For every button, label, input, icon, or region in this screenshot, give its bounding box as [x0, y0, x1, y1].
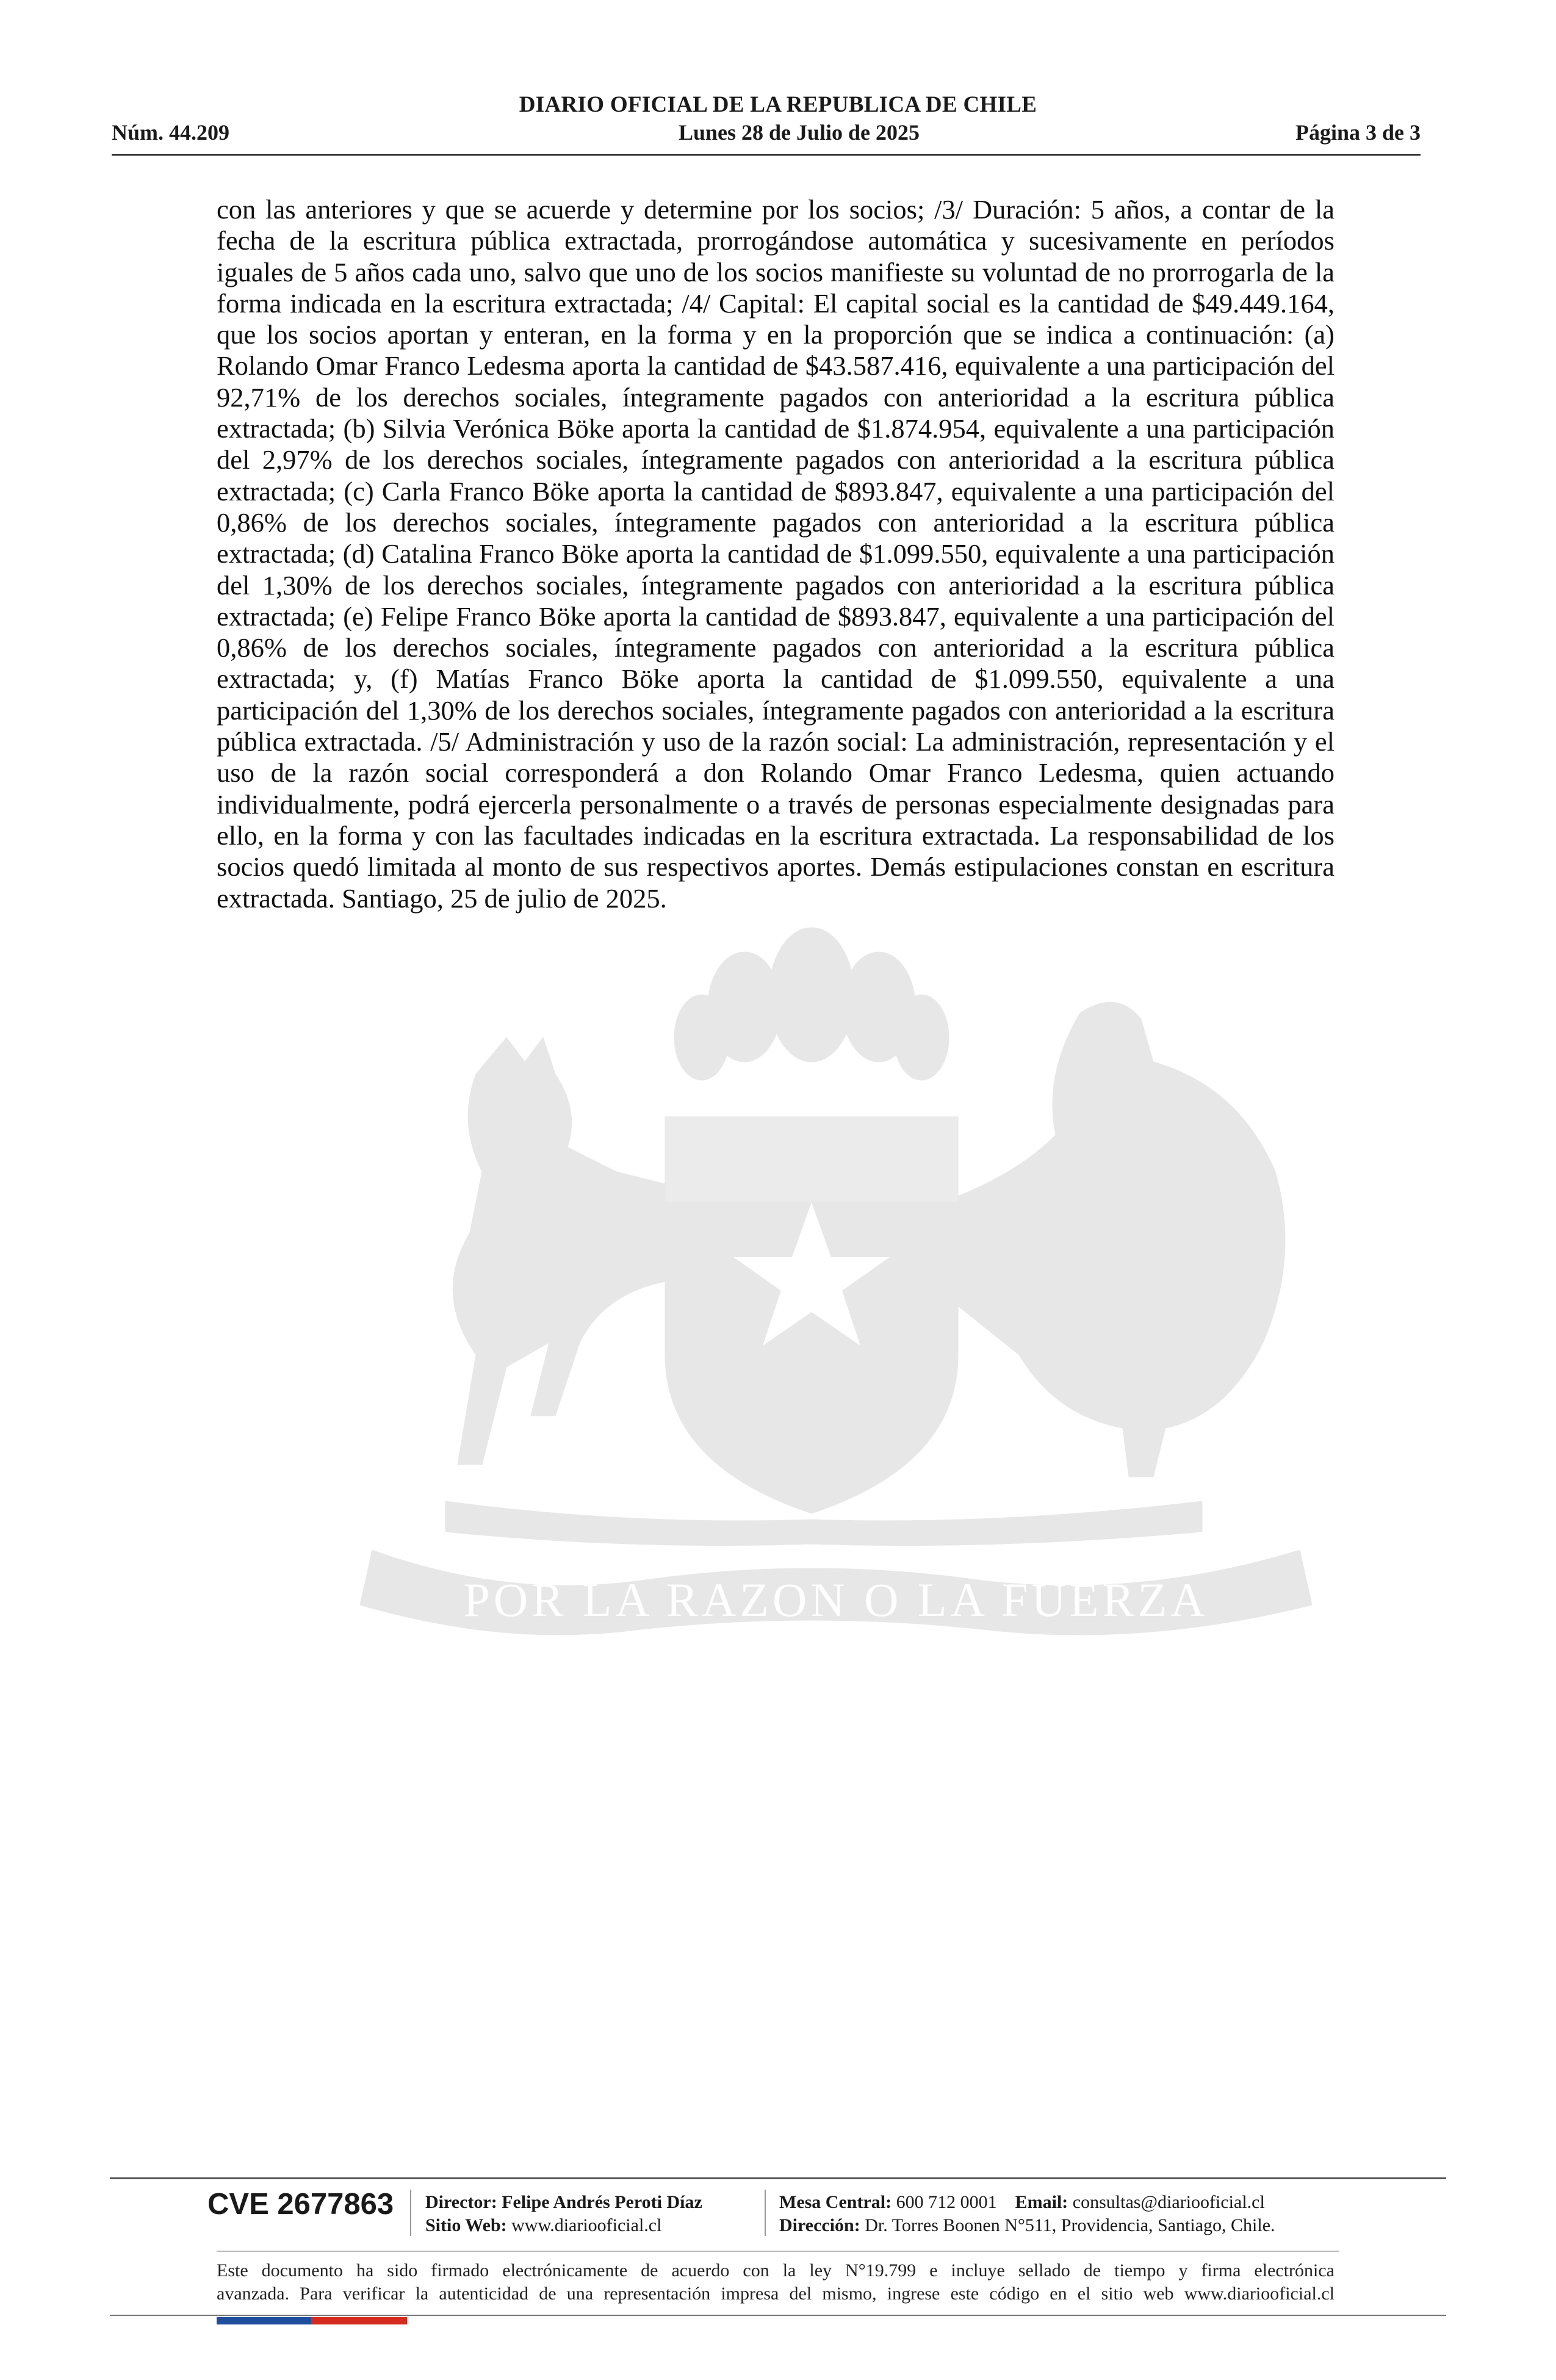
motto-text: POR LA RAZON O LA FUERZA [463, 1573, 1209, 1626]
condor-icon [958, 1002, 1285, 1477]
director-label: Director: [425, 2192, 497, 2212]
footer-divider-top [110, 2177, 1446, 2179]
footer-separator [410, 2190, 411, 2236]
address-label: Dirección: [779, 2215, 860, 2235]
header-meta-row [112, 120, 1421, 145]
issue-number: Núm. 44.209 [112, 120, 230, 145]
footer-divider-mid [217, 2251, 1339, 2252]
extract-body-text: con las anteriores y que se acuerde y determine por los socios; /3/ Duración: 5 años, a contar de la fecha de la escritura pública extractada, prorrogándose automática y sucesivamente en períodos iguales de 5 años cada uno, salvo que uno de los socios manifieste su voluntad de no prorrogarla de la forma indicada en la escritura extractada; /4/ Capital: El capital social es la cantidad de $49.449.164, que los socios aportan y enteran, en la forma y en la proporción que se indica a continuación: (a) Rolando Omar Franco Ledesma aporta la cantidad de $43.587.416, equivalente a una participación del 92,71% de los derechos sociales, íntegramente pagados con anterioridad a la escritura pública extractada; (b) Silvia Verónica Böke aporta la cantidad de $1.874.954, equivalente a una participación del 2,97% de los derechos sociales, íntegramente pagados con anterioridad a la escritura pública extractada; (c) Carla Franco Böke aporta la cantidad de $893.847, equivalente a una participación del 0,86% de los derechos sociales, íntegramente pagados con anterioridad a la escritura pública extractada; (d) Catalina Franco Böke aporta la cantidad de $1.099.550, equivalente a una participación del 1,30% de los derechos sociales, íntegramente pagados con anterioridad a la escritura pública extractada; (e) Felipe Franco Böke aporta la cantidad de $893.847, equivalente a una participación del 0,86% de los derechos sociales, íntegramente pagados con anterioridad a la escritura pública extractada; y, (f) Matías Franco Böke aporta la cantidad de $1.099.550, equivalente a una participación del 1,30% de los derechos sociales, íntegramente pagados con anterioridad a la escritura pública extractada. /5/ Administración y uso de la razón social: La administración, representación y el uso de la razón social corresponderá a don Rolando Omar Franco Ledesma, quien actuando individualmente, podrá ejercerla personalmente o a través de personas especialmente designadas para ello, en la forma y con las facultades indicadas en la escritura extractada. La responsabilidad de los socios quedó limitada al monto de sus respectivos aportes. Demás estipulaciones constan en escritura extractada. Santiago, 25 de julio de 2025. [217, 194, 1334, 914]
electronic-signature-notice [217, 2259, 1334, 2306]
director-name: Felipe Andrés Peroti Díaz [502, 2192, 702, 2212]
publication-title: DIARIO OFICIAL DE LA REPUBLICA DE CHILE [519, 92, 1037, 117]
legal-line-1: Este documento ha sido firmado electrónicamente de acuerdo con la ley N°19.799 e incluye sellado de tiempo y firma electrónica [217, 2260, 1334, 2281]
footer-divider-bottom [110, 2315, 1446, 2316]
website-label: Sitio Web: [425, 2215, 507, 2235]
footer-separator [765, 2190, 766, 2236]
header-divider [112, 154, 1421, 156]
address-text: Dr. Torres Boonen N°511, Providencia, Santiago, Chile. [865, 2215, 1275, 2235]
page-number: Página 3 de 3 [1295, 120, 1421, 145]
contact-info [779, 2191, 1275, 2237]
flag-bar-blue [217, 2317, 311, 2324]
director-info [425, 2191, 702, 2237]
cve-code: CVE 2677863 [207, 2188, 394, 2221]
issue-date: Lunes 28 de Julio de 2025 [678, 120, 920, 145]
website-link[interactable]: www.diariooficial.cl [511, 2215, 662, 2235]
legal-line-2: avanzada. Para verificar la autenticidad de una representación impresa del mismo, ingrese este código en el sitio web www.diariooficial.cl [217, 2284, 1334, 2304]
phone-number: 600 712 0001 [896, 2192, 997, 2212]
plume-icon [674, 928, 949, 1080]
coat-of-arms-watermark [323, 915, 1349, 1666]
phone-label: Mesa Central: [779, 2192, 892, 2212]
huemul-icon [453, 1037, 665, 1465]
email-link[interactable]: consultas@diariooficial.cl [1072, 2192, 1265, 2212]
flag-bar-red [311, 2317, 407, 2324]
email-label: Email: [1015, 2192, 1068, 2212]
